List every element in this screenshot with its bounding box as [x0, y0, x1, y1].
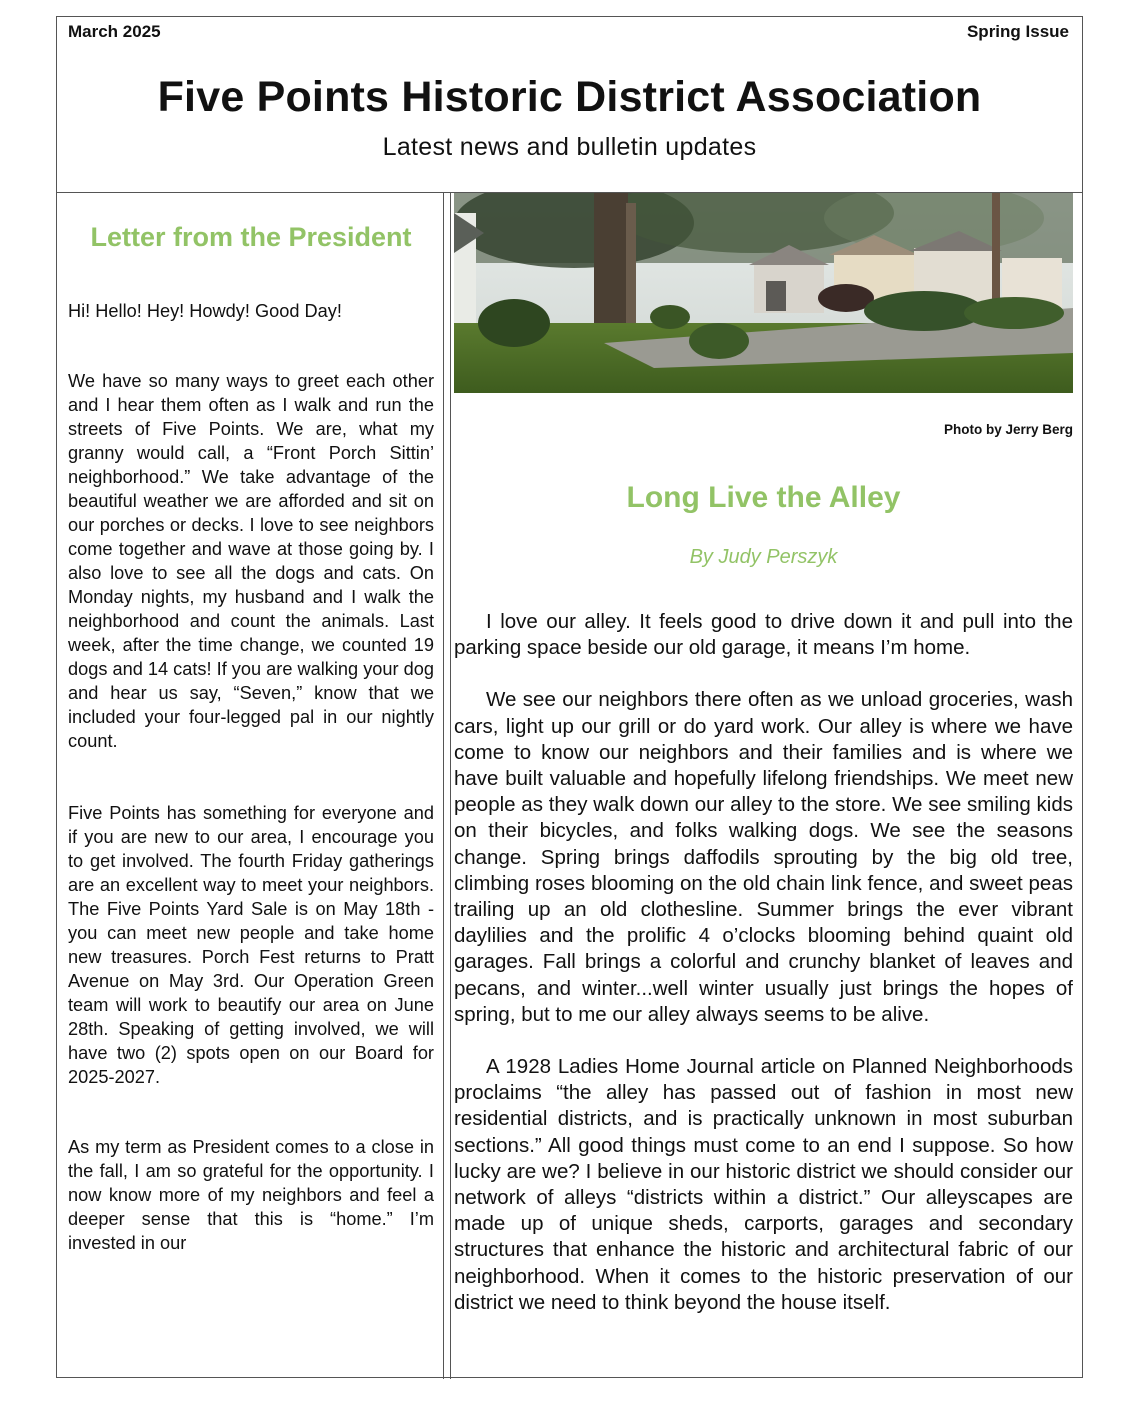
letter-greeting: Hi! Hello! Hey! Howdy! Good Day!	[68, 301, 342, 321]
newsletter-header	[57, 17, 1082, 193]
article-paragraph: I love our alley. It feels good to drive down it and pull into the parking space beside our old garage, it means I’m home.	[454, 610, 1073, 660]
masthead-tagline: Latest news and bulletin updates	[382, 133, 757, 161]
alley-article-column	[454, 193, 1073, 1377]
president-letter-title: Letter from the President	[90, 222, 412, 252]
photo-credit: Photo by Jerry Berg	[943, 422, 1073, 437]
letter-paragraph: As my term as President comes to a close in the fall, I am so grateful for the opportunity. I now know more of my neighbors and feel a deeper sense that this is “home.” I’m invested in our	[68, 1137, 434, 1253]
article-title: Long Live the Alley	[626, 481, 901, 514]
issue-name: Spring Issue	[966, 22, 1069, 41]
article-body	[454, 609, 1073, 1342]
letter-paragraph: Five Points has something for everyone and if you are new to our area, I encourage you to get involved. The fourth Friday gatherings are an excellent way to meet your neighbors. The Five Points Yard Sale is on May 18th - you can meet new people and take home new treasures. Porch Fest returns to Pratt Avenue on May 3rd. Our Operation Green team will work to beautify our area on June 28th. Speaking of getting involved, we will have two (2) spots open on our Board for 2025-2027.	[68, 803, 434, 1087]
article-paragraph: A 1928 Ladies Home Journal article on Planned Neighborhoods proclaims “the alley has passed out of fashion in most new residential districts, and is practically unknown in most suburban sections.” All good things must come to an end I suppose. So how lucky are we? I believe in our historic district we should consider our network of alleys “districts within a district.” Our alleyscapes are made up of unique sheds, carports, garages and secondary structures that enhance the historic and architectural fabric of our neighborhood. When it comes to the historic preservation of our district we need to think beyond the house itself.	[454, 1055, 1073, 1314]
newsletter-page	[56, 16, 1083, 1378]
issue-date: March 2025	[68, 22, 161, 41]
masthead-title: Five Points Historic District Association	[157, 73, 982, 121]
alley-photo-illustration	[454, 193, 1073, 393]
article-byline: By Judy Perszyk	[689, 546, 838, 568]
letter-paragraph: We have so many ways to greet each other and I hear them often as I walk and run the streets of Five Points. We are, what my granny would call, a “Front Porch Sittin’ neighborhood.” We take advantage of the beautiful weather we are afforded and sit on our porches or decks. I love to see neighbors come together and wave at those going by. I also love to see all the dogs and cats. On Monday nights, my husband and I walk the neighborhood and count the animals. Last week, after the time change, we counted 19 dogs and 14 cats! If you are walking your dog and hear us say, “Seven,” know that we included your four-legged pal in our nightly count.	[68, 371, 434, 751]
alley-photo	[454, 193, 1073, 393]
president-letter-column	[68, 193, 434, 1377]
column-divider	[443, 193, 451, 1379]
article-paragraph: We see our neighbors there often as we unload groceries, wash cars, light up our grill or do yard work. Our alley is where we have come to know our neighbors and their families and is where we have built valuable and hopefully lifelong friendships. We meet new people as they walk down our alley to the store. We see smiling kids on their bicycles, and folks walking dogs. We see the seasons change. Spring brings daffodils sprouting by the big old tree, climbing roses blooming on the old chain link fence, and sweet peas trailing up an old clothesline. Summer brings the ever vibrant daylilies and the prolific 4 o’clocks blooming behind quaint old garages. Fall brings a colorful and crunchy blanket of leaves and pecans, and winter...well winter usually just brings the hopes of spring, but to me our alley always seems to be alive.	[454, 688, 1073, 1026]
